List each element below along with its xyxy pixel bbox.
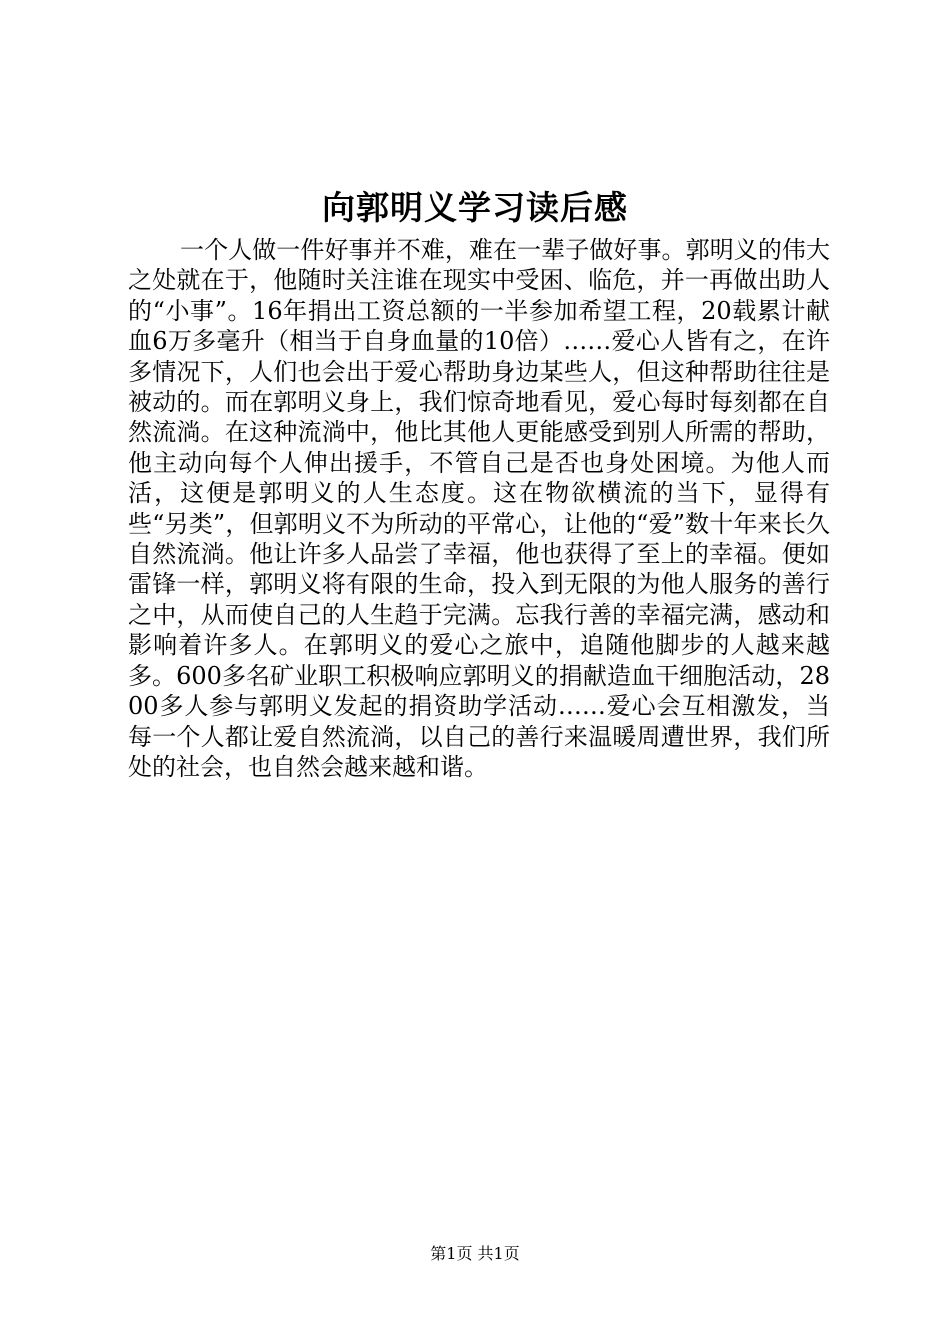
body-paragraph: 一个人做一件好事并不难，难在一辈子做好事。郭明义的伟大之处就在于，他随时关注谁在现实中受困、临危，并一再做出助人的“小事”。16年捐出工资总额的一半参加希望工程，20载累计献血6万多毫升（相当于自身血量的10倍）……爱心人皆有之，在许多情况下，人们也会出于爱心帮助身边某些人，但这种帮助往往是被动的。而在郭明义身上，我们惊奇地看见，爱心每时每刻都在自然流淌。在这种流淌中，他比其他人更能感受到别人所需的帮助，他主动向每个人伸出援手，不管自己是否也身处困境。为他人而活，这便是郭明义的人生态度。这在物欲横流的当下，显得有些“另类”，但郭明义不为所动的平常心，让他的“爱”数十年来长久自然流淌。他让许多人品尝了幸福，他也获得了至上的幸福。便如雷锋一样，郭明义将有限的生命，投入到无限的为他人服务的善行之中，从而使自己的人生趋于完满。忘我行善的幸福完满，感动和影响着许多人。在郭明义的爱心之旅中，追随他脚步的人越来越多。600多名矿业职工积极响应郭明义的捐献造血干细胞活动，2800多人参与郭明义发起的捐资助学活动……爱心会互相激发，当每一个人都让爱自然流淌，以自己的善行来温暖周遭世界，我们所处的社会，也自然会越来越和谐。 (128, 236, 830, 781)
page-footer: 第1页 共1页 (430, 1244, 520, 1263)
document-title: 向郭明义学习读后感 (322, 188, 628, 227)
